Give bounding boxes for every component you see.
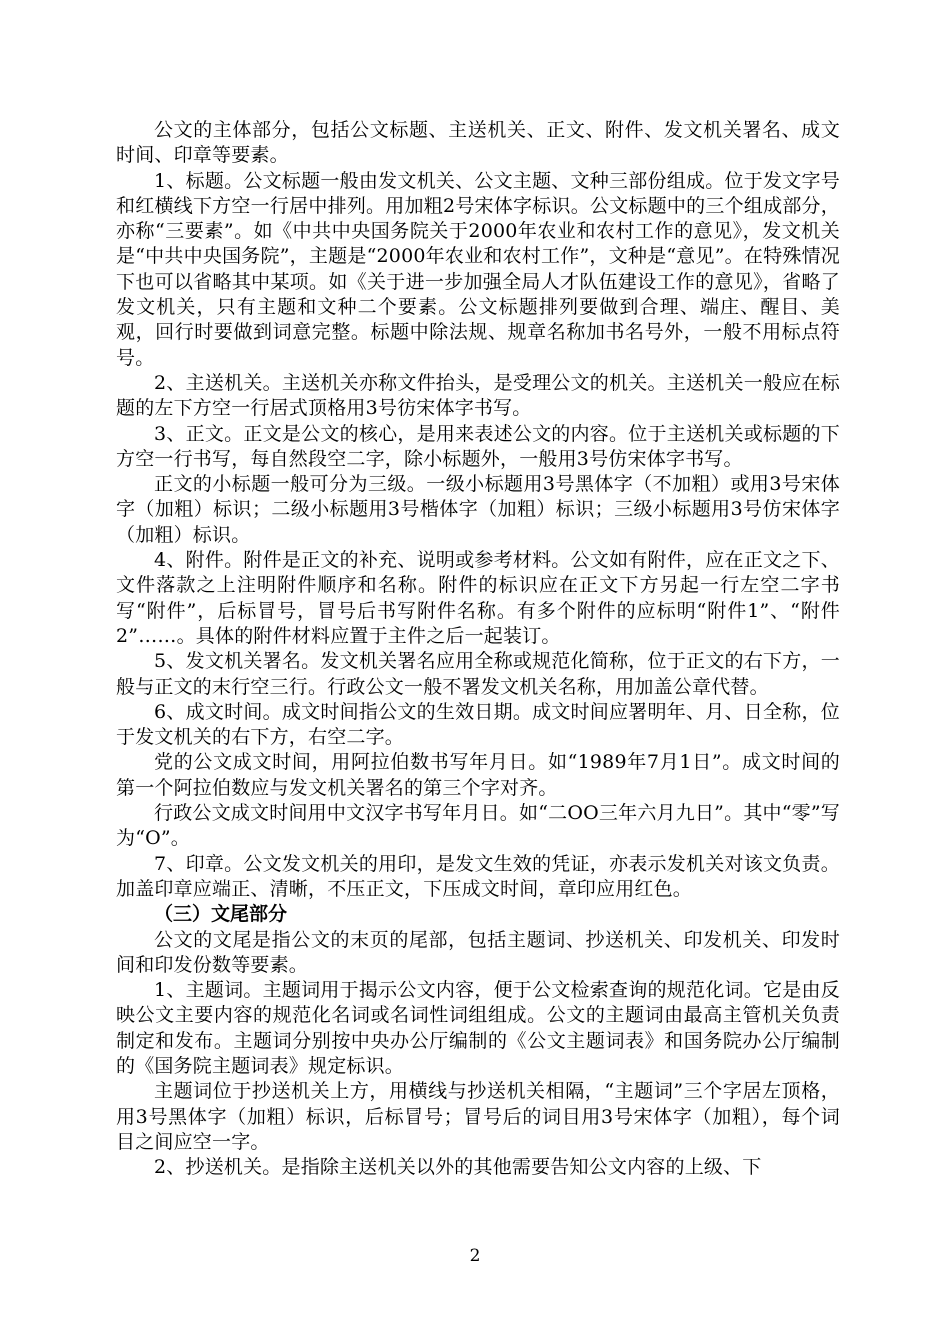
body-paragraph: 5、发文机关署名。发文机关署名应用全称或规范化简称，位于正文的右下方，一般与正文的末行空三行。行政公文一般不署发文机关名称，用加盖公章代替。 bbox=[116, 650, 840, 698]
body-paragraph: 2、主送机关。主送机关亦称文件抬头，是受理公文的机关。主送机关一般应在标题的左下方空一行居式顶格用3号彷宋体字书写。 bbox=[116, 371, 840, 420]
section-heading: （三）文尾部分 bbox=[154, 903, 288, 926]
body-paragraph: 党的公文成文时间，用阿拉伯数书写年月日。如“1989年7月1日”。成文时间的第一个阿拉伯数应与发文机关署名的第三个字对齐。 bbox=[116, 751, 840, 799]
body-paragraph: 正文的小标题一般可分为三级。一级小标题用3号黑体字（不加粗）或用3号宋体字（加粗）标识；二级小标题用3号楷体字（加粗）标识；三级小标题用3号仿宋体字（加粗）标识。 bbox=[116, 473, 840, 546]
body-paragraph: 4、附件。附件是正文的补充、说明或参考材料。公文如有附件，应在正文之下、文件落款之上注明附件顺序和名称。附件的标识应在正文下方另起一行左空二字书写“附件”，后标冒号，冒号后书写附件名称。有多个附件的应标明“附件1”、“附件2”……。具体的附件材料应置于主件之后一起装订。 bbox=[116, 549, 840, 647]
body-paragraph: 6、成文时间。成文时间指公文的生效日期。成文时间应署明年、月、日全称，位于发文机关的右下方，右空二字。 bbox=[116, 700, 840, 749]
body-paragraph: 1、主题词。主题词用于揭示公文内容，便于公文检索查询的规范化词。它是由反映公文主要内容的规范化名词或名词性词组组成。公文的主题词由最高主管机关负责制定和发布。主题词分别按中央办公厅编制的《公文主题词表》和国务院办公厅编制的《国务院主题词表》规定标识。 bbox=[116, 979, 840, 1077]
body-paragraph: 公文的主体部分，包括公文标题、主送机关、正文、附件、发文机关署名、成文时间、印章等要素。 bbox=[116, 119, 840, 167]
body-paragraph: 公文的文尾是指公文的末页的尾部，包括主题词、抄送机关、印发机关、印发时间和印发份数等要素。 bbox=[116, 928, 840, 976]
body-paragraph: 主题词位于抄送机关上方，用横线与抄送机关相隔，“主题词”三个字居左顶格，用3号黑体字（加粗）标识，后标冒号；冒号后的词目用3号宋体字（加粗），每个词目之间应空一字。 bbox=[116, 1080, 840, 1153]
page-number: 2 bbox=[469, 1246, 481, 1266]
body-paragraph: 3、正文。正文是公文的核心，是用来表述公文的内容。位于主送机关或标题的下方空一行书写，每自然段空二字，除小标题外，一般用3号仿宋体字书写。 bbox=[116, 422, 840, 470]
body-paragraph: 1、标题。公文标题一般由发文机关、公文主题、文种三部份组成。位于发文字号和红横线下方空一行居中排列。用加粗2号宋体字标识。公文标题中的三个组成部分，亦称“三要素”。如《中共中央国务院关于2000年农业和农村工作的意见》，发文机关是“中共中央国务院”，主题是“2000年农业和农村工作”，文种是“意见”。在特殊情况下也可以省略其中某项。如《关于进一步加强全局人才队伍建设工作的意见》，省略了发文机关，只有主题和文种二个要素。公文标题排列要做到合理、端庄、醒目、美观，回行时要做到词意完整。标题中除法规、规章名称加书名号外，一般不用标点符号。 bbox=[116, 169, 840, 369]
body-paragraph: 行政公文成文时间用中文汉字书写年月日。如“二OO三年六月九日”。其中“零”写为“O”。 bbox=[116, 802, 840, 850]
body-paragraph: 7、印章。公文发文机关的用印，是发文生效的凭证，亦表示发机关对该文负责。加盖印章应端正、清晰，不压正文，下压成文时间，章印应用红色。 bbox=[116, 852, 840, 900]
body-paragraph: 2、抄送机关。是指除主送机关以外的其他需要告知公文内容的上级、下 bbox=[154, 1156, 762, 1179]
document-body bbox=[116, 118, 840, 1180]
